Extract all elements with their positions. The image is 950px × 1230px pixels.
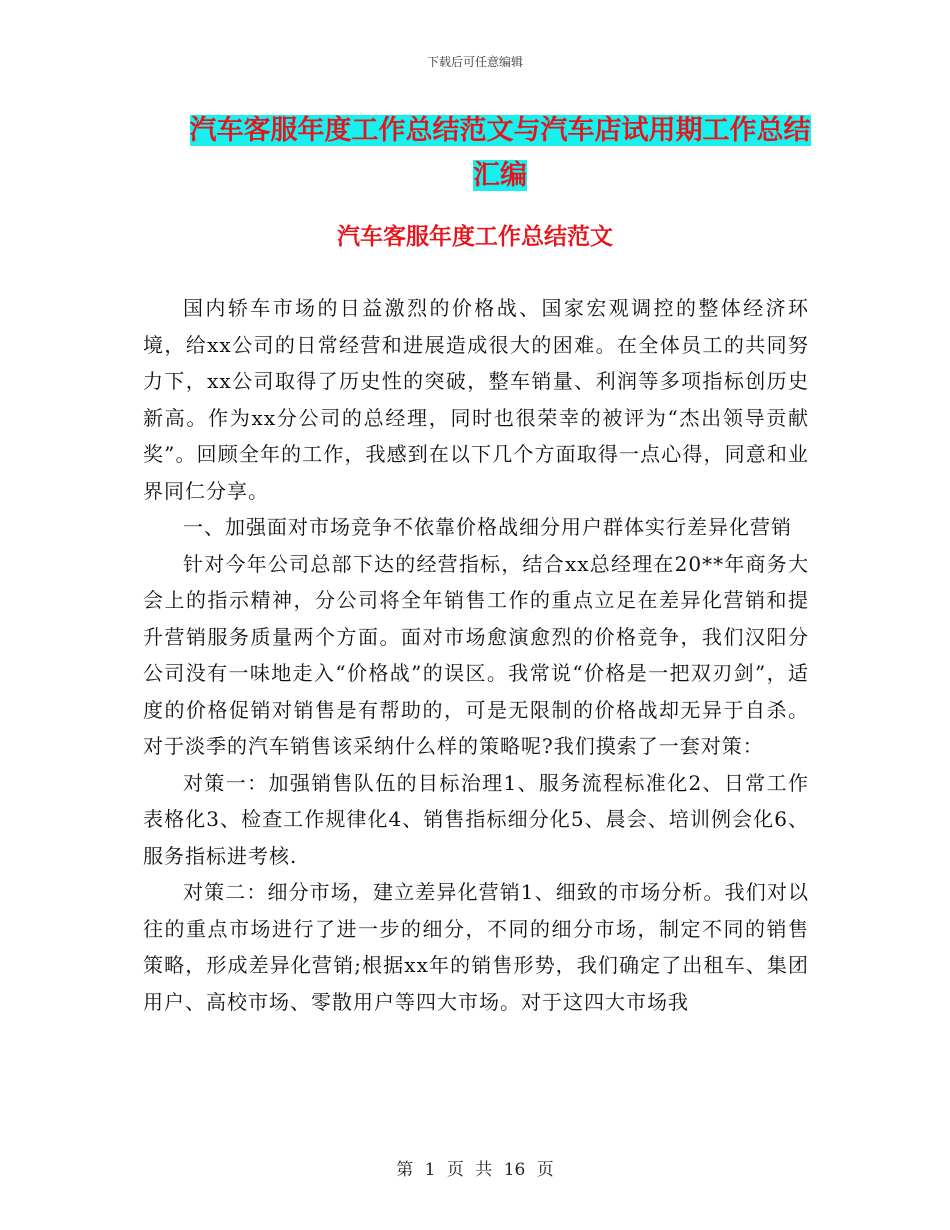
section-title: 汽车客服年度工作总结范文 xyxy=(337,224,613,250)
paragraph: 一、加强面对市场竞争不依靠价格战细分用户群体实行差异化营销 xyxy=(183,515,792,539)
paragraph: 针对今年公司总部下达的经营指标，结合xx总经理在20**年商务大会上的指示精神，分公司将全年销售工作的重点立足在差异化营销和提升营销服务质量两个方面。面对市场愈演愈烈的价格竞争，我们汉阳分公司没有一味地走入“价格战”的误区。我常说“价格是一把双刃剑”，适度的价格促销对销售是有帮助的，可是无限制的价格战却无异于自杀。对于淡季的汽车销售该采纳什么样的策略呢?我们摸索了一套对策： xyxy=(143,551,809,758)
paragraph: 对策一：加强销售队伍的目标治理1、服务流程标准化2、日常工作表格化3、检查工作规律化4、销售指标细分化5、晨会、培训例会化6、服务指标进考核. xyxy=(143,770,809,868)
header-note: 下载后可任意编辑 xyxy=(426,55,523,69)
document-title xyxy=(150,108,850,198)
paragraph: 国内轿车市场的日益激烈的价格战、国家宏观调控的整体经济环境，给xx公司的日常经营和进展造成很大的困难。在全体员工的共同努力下，xx公司取得了历史性的突破，整车销量、利润等多项指标创历史新高。作为xx分公司的总经理，同时也很荣幸的被评为“杰出领导贡献奖”。回顾全年的工作，我感到在以下几个方面取得一点心得，同意和业界同仁分享。 xyxy=(143,296,809,503)
page-number-footer: 第 1 页 共 16 页 xyxy=(396,1160,554,1180)
document-title-line-2: 汇编 xyxy=(473,160,527,191)
body-text xyxy=(143,290,809,1020)
document-title-line-1: 汽车客服年度工作总结范文与汽车店试用期工作总结 xyxy=(189,115,811,146)
paragraph: 对策二：细分市场，建立差异化营销1、细致的市场分析。我们对以往的重点市场进行了进一步的细分，不同的细分市场，制定不同的销售策略，形成差异化营销;根据xx年的销售形势，我们确定了出租车、集团用户、高校市场、零散用户等四大市场。对于这四大市场我 xyxy=(143,880,809,1014)
